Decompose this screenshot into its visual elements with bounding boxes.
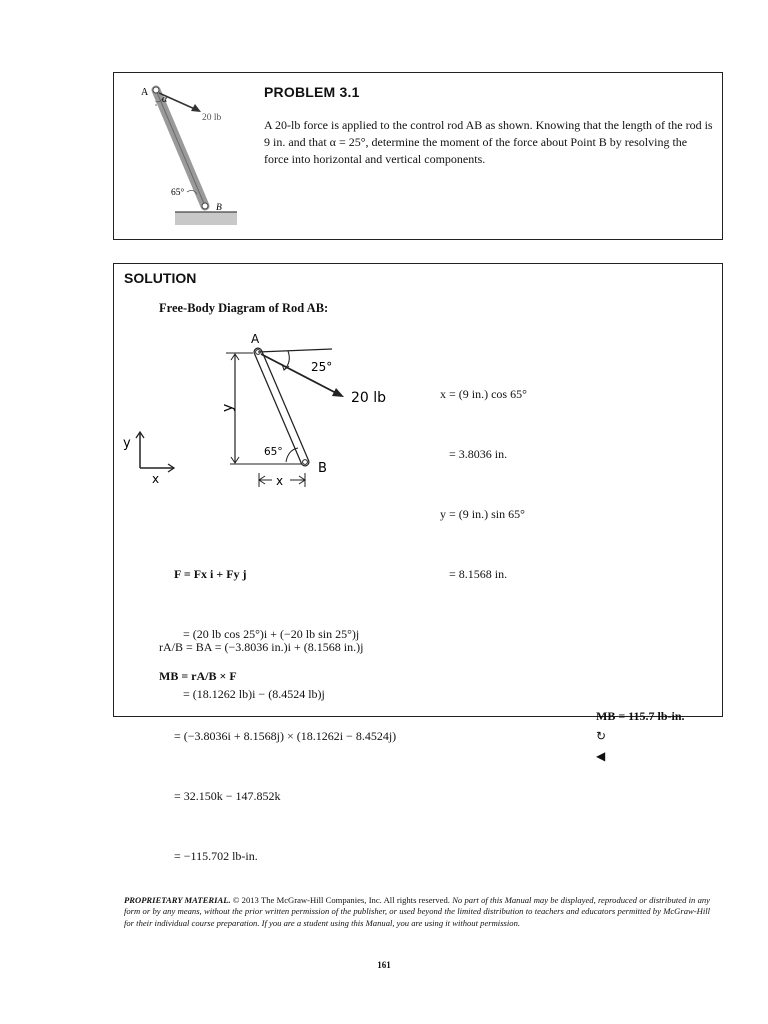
fbd-horizontal-ref xyxy=(258,349,332,352)
geometry-line-1: x = (9 in.) cos 65° xyxy=(440,387,527,401)
answer-text: MB = 115.7 lb-in. xyxy=(596,709,685,723)
answer-marker-icon: ◀ xyxy=(596,749,606,763)
moment-equations xyxy=(159,626,396,886)
moment-line-3: = 32.150k − 147.852k xyxy=(159,789,281,803)
dim-y-label: y xyxy=(220,403,236,412)
dim-x-label: x xyxy=(276,474,284,488)
footer-bold-label: PROPRIETARY MATERIAL. xyxy=(124,895,231,905)
fbd-label-25: 25° xyxy=(311,360,333,374)
position-line: rA/B = BA = (−3.8036 in.)i + (8.1568 in.)j xyxy=(159,640,364,654)
geometry-line-2: = 3.8036 in. xyxy=(440,447,508,461)
free-body-diagram xyxy=(118,330,408,492)
pin-b xyxy=(202,203,208,209)
page-number: 161 xyxy=(377,960,391,970)
problem-figure xyxy=(135,80,250,230)
problem-statement: A 20-lb force is applied to the control rod AB as shown. Knowing that the length of the rod is 9 in. and that α = 25°, determine the moment of the force about Point B by resolving the force into horizontal and vertical components. xyxy=(264,118,713,166)
axis-x-label: x xyxy=(152,472,160,486)
footer-normal-text: © 2013 The McGraw-Hill Companies, Inc. All rights reserved. xyxy=(230,895,453,905)
figure-label-a: A xyxy=(141,87,149,98)
figure-label-b: B xyxy=(216,203,222,213)
fbd-label-b: B xyxy=(318,461,327,476)
axis-y-label: y xyxy=(123,436,131,451)
force-line-2: = (20 lb cos 25°)i + (−20 lb sin 25°)j xyxy=(174,627,360,641)
answer xyxy=(590,686,685,766)
ground-block xyxy=(175,212,237,225)
force-line-1: F = Fx i + Fy j xyxy=(174,567,247,581)
moment-line-1: MB = rA/B × F xyxy=(159,669,237,683)
figure-label-force: 20 lb xyxy=(202,113,222,123)
footer-italic-text: No part of this Manual may be displayed, reproduced or distributed in any form or by any means, without the prior written permission of the publisher, or used beyond the limited distribution to teachers and educators permitted by McGraw-Hill for their individual course preparation. If you are a student using this Manual, you are using it without permission. xyxy=(124,895,710,928)
fbd-label-a: A xyxy=(251,332,260,346)
problem-title: PROBLEM 3.1 xyxy=(264,84,360,100)
geometry-line-3: y = (9 in.) sin 65° xyxy=(440,507,525,521)
pin-a xyxy=(153,87,159,93)
geometry-equations xyxy=(440,344,527,604)
geometry-line-4: = 8.1568 in. xyxy=(440,567,508,581)
solution-title: SOLUTION xyxy=(124,270,197,286)
force-line-3: = (18.1262 lb)i − (8.4524 lb)j xyxy=(174,687,325,701)
figure-label-angle: 65° xyxy=(171,188,185,198)
fbd-force-arrow-head xyxy=(332,388,344,397)
figure-label-alpha: α xyxy=(162,94,168,105)
fbd-label-force: 20 lb xyxy=(351,390,387,406)
clockwise-arrow-icon: ↻ xyxy=(596,729,607,743)
fbd-label-65: 65° xyxy=(264,446,283,458)
fbd-heading: Free-Body Diagram of Rod AB: xyxy=(159,301,329,315)
copyright-footer xyxy=(124,895,710,929)
moment-line-2: = (−3.8036i + 8.1568j) × (18.1262i − 8.4524j) xyxy=(159,729,397,743)
moment-line-4: = −115.702 lb-in. xyxy=(159,849,258,863)
